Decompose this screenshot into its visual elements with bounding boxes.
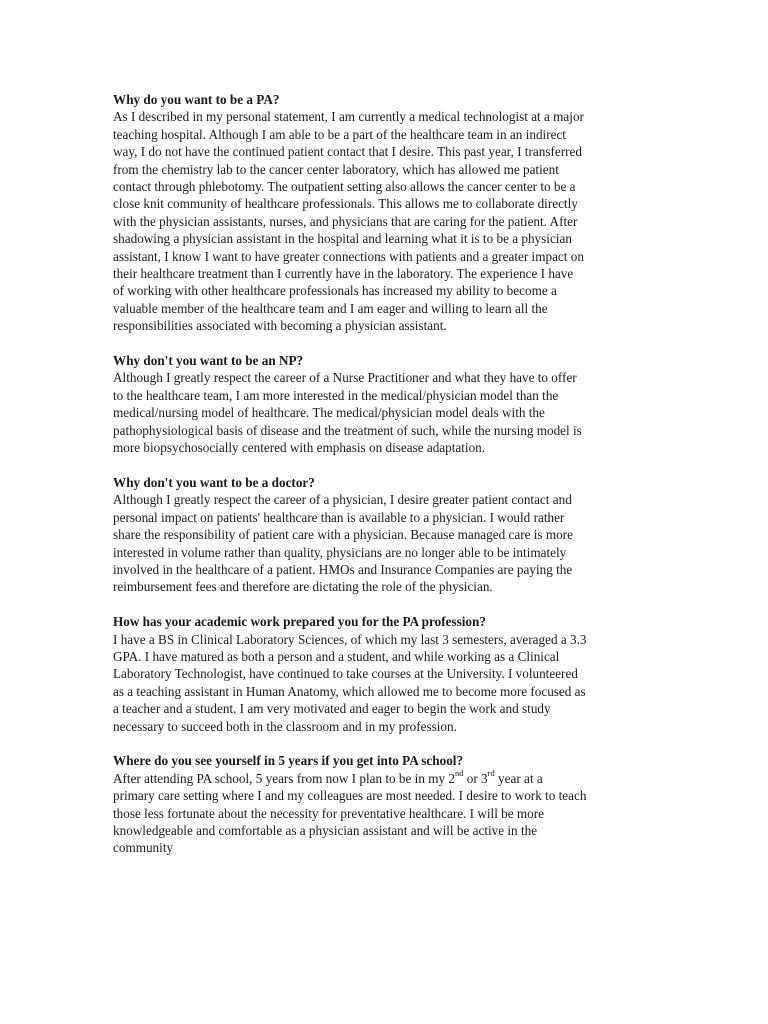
section-why-not-doctor — [113, 474, 658, 596]
text-run: year at a — [494, 770, 543, 786]
answer-paragraph — [113, 491, 658, 595]
text-line: personal impact on patients' healthcare than is available to a physician. I would rather — [113, 509, 565, 525]
text-line: of working with other healthcare professionals has increased my ability to become a — [113, 283, 557, 299]
text-line: community — [113, 840, 174, 856]
text-line: Although I greatly respect the career of a physician, I desire greater patient contact and — [113, 492, 572, 508]
question-heading: Why do you want to be a PA? — [113, 92, 280, 107]
text-line: involved in the healthcare of a patient. HMOs and Insurance Companies are paying the — [113, 561, 573, 577]
document-page — [113, 91, 658, 874]
text-line: close knit community of healthcare professionals. This allows me to collaborate directly — [113, 196, 578, 212]
text-line: a teacher and a student. I am very motivated and eager to begin the work and study — [113, 701, 551, 717]
text-line: as a teaching assistant in Human Anatomy, which allowed me to become more focused as — [113, 683, 586, 699]
text-line: reimbursement fees and therefore are dictating the role of the physician. — [113, 579, 493, 595]
text-line: medical/nursing model of healthcare. The medical/physician model deals with the — [113, 405, 545, 421]
text-line: with the physician assistants, nurses, and physicians that are caring for the patient. After — [113, 213, 578, 229]
text-line: teaching hospital. Although I am able to be a part of the healthcare team in an indirect — [113, 126, 566, 142]
text-line: primary care setting where I and my colleagues are most needed. I desire to work to teach — [113, 788, 587, 804]
text-line: more biopsychosocially centered with emphasis on disease adaptation. — [113, 440, 486, 456]
section-five-years — [113, 752, 658, 856]
ordinal-suffix: rd — [487, 768, 495, 779]
answer-paragraph — [113, 770, 658, 857]
text-line: shadowing a physician assistant in the hospital and learning what it is to be a physician — [113, 231, 572, 247]
question-heading: Where do you see yourself in 5 years if you get into PA school? — [113, 753, 464, 769]
text-line: those less fortunate about the necessity for preventative healthcare. I will be more — [113, 805, 544, 821]
text-run: After attending PA school, 5 years from now I plan to be in my 2 — [113, 770, 455, 786]
text-line: Laboratory Technologist, have continued to take courses at the University. I volunteered — [113, 666, 578, 682]
section-academic-work — [113, 613, 658, 735]
text-line: from the chemistry lab to the cancer center laboratory, which has allowed me patient — [113, 161, 559, 177]
text-line: their healthcare treatment than I currently have in the laboratory. The experience I have — [113, 266, 574, 282]
text-line: contact through phlebotomy. The outpatient setting also allows the cancer center to be a — [113, 179, 576, 195]
answer-paragraph — [113, 631, 658, 735]
question-heading: Why don't you want to be an NP? — [113, 353, 304, 369]
text-line: interested in volume rather than quality, physicians are no longer able to be intimately — [113, 544, 567, 560]
ordinal-suffix: nd — [454, 768, 464, 779]
text-line: knowledgeable and comfortable as a physician assistant and will be active in the — [113, 823, 538, 838]
question-heading: Why don't you want to be a doctor? — [113, 474, 315, 490]
text-run: or 3 — [463, 770, 488, 786]
text-line: pathophysiological basis of disease and the treatment of such, while the nursing model is — [113, 422, 582, 438]
text-line: responsibilities associated with becoming a physician assistant. — [113, 318, 447, 334]
answer-paragraph — [113, 369, 658, 456]
text-line — [113, 770, 658, 787]
section-why-not-np — [113, 352, 658, 456]
text-line: share the responsibility of patient care with a physician. Because managed care is more — [113, 527, 573, 543]
answer-paragraph — [113, 108, 658, 334]
text-line: assistant, I know I want to have greater connections with patients and a greater impact on — [113, 248, 584, 264]
text-line: to the healthcare team, I am more interested in the medical/physician model than the — [113, 387, 559, 403]
text-line: As I described in my personal statement, I am currently a medical technologist at a major — [113, 109, 584, 125]
text-line: GPA. I have matured as both a person and a student, and while working as a Clinical — [113, 648, 560, 664]
text-line: necessary to succeed both in the classroom and in my profession. — [113, 718, 457, 734]
text-line: I have a BS in Clinical Laboratory Sciences, of which my last 3 semesters, averaged a 3.3 — [113, 631, 587, 647]
section-why-pa — [113, 91, 658, 335]
text-line: way, I do not have the continued patient contact that I desire. This past year, I transferred — [113, 144, 582, 160]
text-line: valuable member of the healthcare team and I am eager and willing to learn all the — [113, 300, 548, 316]
text-line: Although I greatly respect the career of a Nurse Practitioner and what they have to offer — [113, 370, 577, 386]
question-heading: How has your academic work prepared you for the PA profession? — [113, 614, 486, 630]
